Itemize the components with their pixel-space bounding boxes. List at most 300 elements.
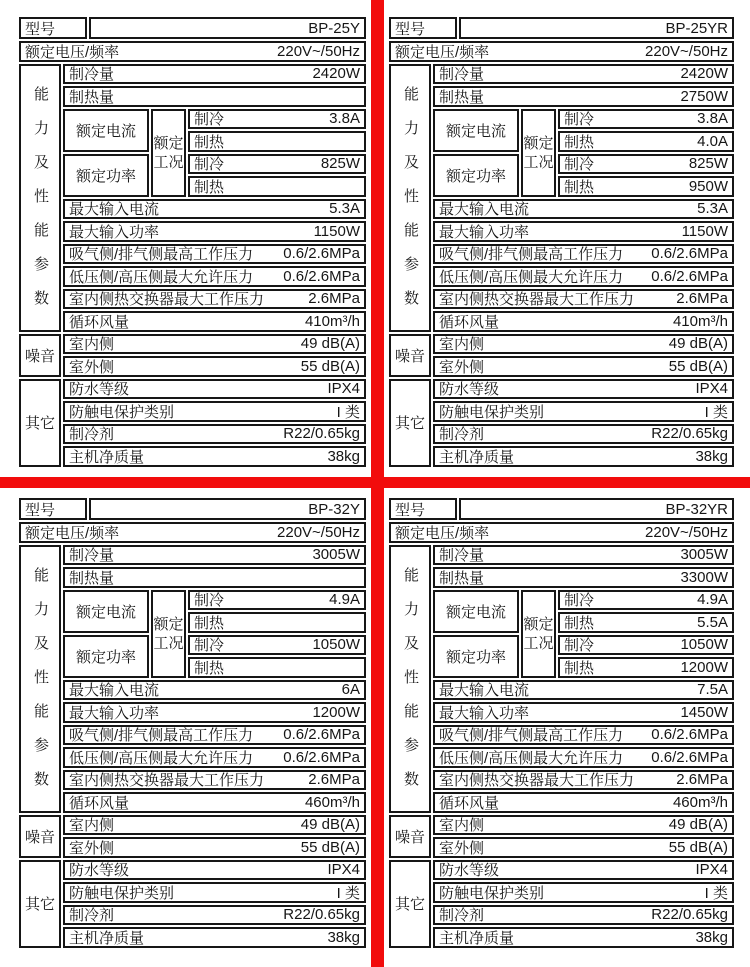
capability-group-label: 能力及性能参数 <box>402 566 419 805</box>
air-volume-label: 循环风量 <box>69 794 130 812</box>
max-input-current-row <box>63 199 366 220</box>
other-group-label: 其它 <box>24 896 55 913</box>
noise-group-label: 噪音 <box>24 347 55 365</box>
voltage-value: 220V~/50Hz <box>645 523 728 541</box>
rated-power-cooling-row <box>558 154 734 175</box>
max-input-power-value: 1150W <box>313 222 360 240</box>
shock-protection-label: 防触电保护类别 <box>439 884 545 902</box>
max-input-current-value: 6A <box>341 681 360 699</box>
max-input-current-row <box>433 199 734 220</box>
refrigerant-label: 制冷剂 <box>439 907 485 925</box>
max-input-power-label: 最大输入功率 <box>69 223 160 241</box>
rated-power-cell <box>433 635 519 678</box>
indoor-noise-row <box>433 334 734 355</box>
rated-current-heating-row <box>188 612 366 633</box>
other-group-cell <box>19 860 61 948</box>
waterproof-value: IPX4 <box>695 380 728 398</box>
rated-power-heating-row <box>558 657 734 678</box>
rated-current-cooling-row <box>558 109 734 130</box>
low-high-pressure-label: 低压侧/高压侧最大允许压力 <box>69 268 254 286</box>
model-label-cell <box>389 17 457 39</box>
refrigerant-value: R22/0.65kg <box>283 425 360 443</box>
rated-power-heating-row <box>188 176 366 197</box>
outdoor-side-label: 室外侧 <box>69 839 115 857</box>
max-input-power-row <box>63 221 366 242</box>
heating-label: 制热 <box>564 178 595 196</box>
rated-power-heating-row <box>558 176 734 197</box>
waterproof-label: 防水等级 <box>69 381 130 399</box>
max-input-current-row <box>433 680 734 701</box>
max-input-power-row <box>433 221 734 242</box>
rated-power-cell <box>433 154 519 197</box>
rated-power-label: 额定功率 <box>445 167 506 185</box>
refrigerant-value: R22/0.65kg <box>651 425 728 443</box>
max-input-current-label: 最大输入电流 <box>439 201 530 219</box>
suction-pressure-row <box>63 244 366 265</box>
heating-capacity-label: 制热量 <box>439 569 485 587</box>
rated-condition-cell <box>521 590 556 678</box>
heating-capacity-label: 制热量 <box>69 569 115 587</box>
noise-rows <box>433 815 734 858</box>
other-section <box>19 860 366 948</box>
voltage-label: 额定电压/频率 <box>25 43 120 61</box>
horizontal-divider <box>0 477 750 488</box>
waterproof-row <box>63 379 366 400</box>
noise-group-cell <box>389 815 431 858</box>
heating-capacity-value: 2750W <box>680 87 728 105</box>
air-volume-label: 循环风量 <box>439 794 500 812</box>
max-input-current-value: 7.5A <box>697 681 728 699</box>
suction-pressure-value: 0.6/2.6MPa <box>651 726 728 744</box>
indoor-noise-row <box>433 815 734 836</box>
outdoor-side-label: 室外侧 <box>439 839 485 857</box>
shock-protection-row <box>63 882 366 903</box>
model-label: 型号 <box>25 501 56 519</box>
max-input-current-label: 最大输入电流 <box>69 201 160 219</box>
waterproof-row <box>63 860 366 881</box>
noise-rows <box>63 334 366 377</box>
model-value-cell <box>89 498 366 520</box>
net-weight-label: 主机净质量 <box>439 448 515 466</box>
waterproof-value: IPX4 <box>695 861 728 879</box>
air-volume-value: 410m³/h <box>672 312 728 330</box>
net-weight-row <box>433 927 734 948</box>
air-volume-value: 460m³/h <box>304 793 360 811</box>
air-volume-row <box>63 792 366 813</box>
max-input-power-row <box>63 702 366 723</box>
noise-group-label: 噪音 <box>394 828 425 846</box>
other-group-label: 其它 <box>394 896 425 913</box>
model-value-cell <box>459 17 734 39</box>
indoor-side-label: 室内侧 <box>439 336 485 354</box>
capability-rows <box>433 545 734 813</box>
model-value: BP-25YR <box>665 19 728 37</box>
outdoor-noise-row <box>433 356 734 377</box>
indoor-exchanger-pressure-value: 2.6MPa <box>308 290 360 308</box>
rated-current-heating-row <box>188 131 366 152</box>
heating-label: 制热 <box>564 659 595 677</box>
net-weight-row <box>63 446 366 467</box>
shock-protection-row <box>63 401 366 422</box>
cooling-label: 制冷 <box>194 637 225 655</box>
voltage-value: 220V~/50Hz <box>277 523 360 541</box>
model-value: BP-32Y <box>308 500 360 518</box>
max-input-power-value: 1150W <box>681 222 728 240</box>
indoor-side-label: 室内侧 <box>69 817 115 835</box>
heating-capacity-row <box>63 86 366 107</box>
net-weight-row <box>433 446 734 467</box>
low-high-pressure-row <box>433 266 734 287</box>
rated-block-left <box>63 109 149 197</box>
waterproof-value: IPX4 <box>327 380 360 398</box>
indoor-exchanger-pressure-row <box>63 770 366 791</box>
capability-section <box>389 64 734 332</box>
outdoor-noise-row <box>63 356 366 377</box>
max-input-current-label: 最大输入电流 <box>439 682 530 700</box>
spec-table-bottom-right <box>389 498 734 948</box>
indoor-exchanger-pressure-label: 室内侧热交换器最大工作压力 <box>69 291 265 309</box>
heating-capacity-label: 制热量 <box>69 88 115 106</box>
max-input-power-value: 1450W <box>680 703 728 721</box>
rated-condition-label-top: 额定 <box>153 615 184 633</box>
heating-label: 制热 <box>564 614 595 632</box>
waterproof-row <box>433 860 734 881</box>
air-volume-label: 循环风量 <box>439 313 500 331</box>
capability-section <box>19 545 366 813</box>
model-value: BP-25Y <box>308 19 360 37</box>
suction-pressure-value: 0.6/2.6MPa <box>283 726 360 744</box>
heating-label: 制热 <box>194 614 225 632</box>
capability-group-label: 能力及性能参数 <box>32 566 49 805</box>
suction-pressure-value: 0.6/2.6MPa <box>651 245 728 263</box>
shock-protection-row <box>433 882 734 903</box>
indoor-noise-value: 49 dB(A) <box>668 335 728 353</box>
indoor-noise-row <box>63 334 366 355</box>
net-weight-value: 38kg <box>695 928 728 946</box>
cooling-label: 制冷 <box>564 111 595 129</box>
rated-block-values <box>188 109 366 197</box>
cooling-capacity-value: 3005W <box>680 546 728 564</box>
heating-capacity-row <box>433 567 734 588</box>
heating-label: 制热 <box>194 178 225 196</box>
net-weight-row <box>63 927 366 948</box>
other-group-cell <box>389 379 431 467</box>
rated-power-cell <box>63 635 149 678</box>
rated-current-heating-value: 5.5A <box>697 613 728 631</box>
cooling-capacity-row <box>433 545 734 566</box>
rated-condition-cell <box>521 109 556 197</box>
cooling-capacity-label: 制冷量 <box>69 66 115 84</box>
rated-current-cell <box>63 590 149 633</box>
cooling-capacity-row <box>63 64 366 85</box>
noise-rows <box>63 815 366 858</box>
heating-capacity-row <box>63 567 366 588</box>
outdoor-noise-row <box>433 837 734 858</box>
low-high-pressure-label: 低压侧/高压侧最大允许压力 <box>439 749 624 767</box>
rated-current-cooling-value: 3.8A <box>697 110 728 128</box>
waterproof-label: 防水等级 <box>439 381 500 399</box>
rated-condition-label-bottom: 工况 <box>153 153 184 171</box>
air-volume-label: 循环风量 <box>69 313 130 331</box>
suction-pressure-label: 吸气侧/排气侧最高工作压力 <box>69 246 254 264</box>
cooling-label: 制冷 <box>564 592 595 610</box>
model-row <box>389 17 734 39</box>
refrigerant-row <box>63 424 366 445</box>
outdoor-noise-value: 55 dB(A) <box>300 357 360 375</box>
heating-capacity-label: 制热量 <box>439 88 485 106</box>
rated-current-cooling-value: 4.9A <box>329 591 360 609</box>
indoor-exchanger-pressure-row <box>63 289 366 310</box>
shock-protection-value: I 类 <box>336 403 360 421</box>
other-rows <box>433 860 734 948</box>
max-input-power-label: 最大输入功率 <box>439 704 530 722</box>
rated-current-cooling-row <box>558 590 734 611</box>
rated-current-cooling-value: 4.9A <box>697 591 728 609</box>
capability-group-cell <box>389 545 431 813</box>
other-rows <box>63 379 366 467</box>
capability-group-cell <box>389 64 431 332</box>
rated-condition-label-top: 额定 <box>523 615 554 633</box>
max-input-power-row <box>433 702 734 723</box>
rated-condition-cell <box>151 590 186 678</box>
cooling-capacity-label: 制冷量 <box>69 547 115 565</box>
voltage-row <box>19 41 366 62</box>
rated-block <box>63 109 366 197</box>
rated-power-cooling-value: 825W <box>688 155 728 173</box>
rated-current-heating-value: 4.0A <box>697 132 728 150</box>
other-group-label: 其它 <box>24 415 55 432</box>
rated-current-cooling-row <box>188 590 366 611</box>
refrigerant-label: 制冷剂 <box>69 907 115 925</box>
capability-group-cell <box>19 545 61 813</box>
capability-rows <box>433 64 734 332</box>
outdoor-noise-value: 55 dB(A) <box>668 357 728 375</box>
indoor-exchanger-pressure-row <box>433 770 734 791</box>
outdoor-noise-row <box>63 837 366 858</box>
max-input-current-label: 最大输入电流 <box>69 682 160 700</box>
capability-section <box>19 64 366 332</box>
refrigerant-label: 制冷剂 <box>69 426 115 444</box>
shock-protection-label: 防触电保护类别 <box>69 884 175 902</box>
noise-section <box>19 815 366 858</box>
refrigerant-row <box>63 905 366 926</box>
voltage-label: 额定电压/频率 <box>395 43 490 61</box>
model-row <box>389 498 734 520</box>
rated-power-cooling-row <box>558 635 734 656</box>
air-volume-row <box>63 311 366 332</box>
model-label: 型号 <box>395 501 426 519</box>
indoor-exchanger-pressure-value: 2.6MPa <box>676 290 728 308</box>
model-label-cell <box>19 498 87 520</box>
low-high-pressure-label: 低压侧/高压侧最大允许压力 <box>69 749 254 767</box>
voltage-row <box>19 522 366 543</box>
low-high-pressure-value: 0.6/2.6MPa <box>283 748 360 766</box>
rated-current-cooling-value: 3.8A <box>329 110 360 128</box>
indoor-exchanger-pressure-label: 室内侧热交换器最大工作压力 <box>439 772 635 790</box>
rated-block-left <box>63 590 149 678</box>
rated-current-heating-row <box>558 131 734 152</box>
indoor-noise-value: 49 dB(A) <box>300 335 360 353</box>
rated-current-cell <box>433 109 519 152</box>
rated-current-cell <box>63 109 149 152</box>
net-weight-value: 38kg <box>695 447 728 465</box>
shock-protection-label: 防触电保护类别 <box>439 403 545 421</box>
cooling-capacity-value: 2420W <box>680 65 728 83</box>
outdoor-side-label: 室外侧 <box>69 358 115 376</box>
rated-block-values <box>558 109 734 197</box>
net-weight-label: 主机净质量 <box>439 929 515 947</box>
max-input-current-value: 5.3A <box>329 200 360 218</box>
cooling-label: 制冷 <box>194 156 225 174</box>
indoor-side-label: 室内侧 <box>439 817 485 835</box>
rated-condition-label-bottom: 工况 <box>523 153 554 171</box>
air-volume-row <box>433 311 734 332</box>
rated-current-label: 额定电流 <box>75 603 136 621</box>
heating-label: 制热 <box>564 133 595 151</box>
refrigerant-row <box>433 424 734 445</box>
model-label-cell <box>389 498 457 520</box>
voltage-row <box>389 41 734 62</box>
model-label: 型号 <box>395 20 426 38</box>
low-high-pressure-row <box>63 747 366 768</box>
low-high-pressure-value: 0.6/2.6MPa <box>651 748 728 766</box>
rated-block <box>433 109 734 197</box>
max-input-current-value: 5.3A <box>697 200 728 218</box>
voltage-value: 220V~/50Hz <box>277 42 360 60</box>
rated-current-label: 额定电流 <box>445 122 506 140</box>
refrigerant-value: R22/0.65kg <box>283 906 360 924</box>
waterproof-row <box>433 379 734 400</box>
rated-power-heating-row <box>188 657 366 678</box>
rated-block-left <box>433 109 519 197</box>
other-group-label: 其它 <box>394 415 425 432</box>
refrigerant-label: 制冷剂 <box>439 426 485 444</box>
rated-block-values <box>188 590 366 678</box>
rated-power-cooling-value: 1050W <box>680 636 728 654</box>
heating-capacity-value: 3300W <box>680 568 728 586</box>
other-rows <box>433 379 734 467</box>
shock-protection-label: 防触电保护类别 <box>69 403 175 421</box>
suction-pressure-row <box>63 725 366 746</box>
indoor-side-label: 室内侧 <box>69 336 115 354</box>
outdoor-side-label: 室外侧 <box>439 358 485 376</box>
max-input-power-value: 1200W <box>312 703 360 721</box>
heating-capacity-row <box>433 86 734 107</box>
low-high-pressure-row <box>433 747 734 768</box>
max-input-power-label: 最大输入功率 <box>69 704 160 722</box>
rated-power-heating-value: 1200W <box>680 658 728 676</box>
cooling-capacity-label: 制冷量 <box>439 66 485 84</box>
capability-group-label: 能力及性能参数 <box>32 85 49 324</box>
cooling-capacity-value: 3005W <box>312 546 360 564</box>
model-value-cell <box>89 17 366 39</box>
noise-section <box>19 334 366 377</box>
rated-block-values <box>558 590 734 678</box>
net-weight-value: 38kg <box>327 928 360 946</box>
heating-label: 制热 <box>194 133 225 151</box>
suction-pressure-row <box>433 244 734 265</box>
indoor-exchanger-pressure-label: 室内侧热交换器最大工作压力 <box>439 291 635 309</box>
noise-group-label: 噪音 <box>24 828 55 846</box>
air-volume-value: 460m³/h <box>672 793 728 811</box>
net-weight-label: 主机净质量 <box>69 448 145 466</box>
spec-table-bottom-left <box>19 498 366 948</box>
indoor-exchanger-pressure-row <box>433 289 734 310</box>
low-high-pressure-value: 0.6/2.6MPa <box>651 267 728 285</box>
rated-block <box>63 590 366 678</box>
noise-section <box>389 815 734 858</box>
noise-group-cell <box>19 815 61 858</box>
voltage-label: 额定电压/频率 <box>395 524 490 542</box>
capability-section <box>389 545 734 813</box>
rated-power-label: 额定功率 <box>75 167 136 185</box>
rated-power-label: 额定功率 <box>445 648 506 666</box>
other-section <box>389 860 734 948</box>
capability-group-cell <box>19 64 61 332</box>
shock-protection-value: I 类 <box>336 884 360 902</box>
indoor-noise-value: 49 dB(A) <box>300 816 360 834</box>
other-group-cell <box>19 379 61 467</box>
other-section <box>19 379 366 467</box>
other-rows <box>63 860 366 948</box>
indoor-exchanger-pressure-value: 2.6MPa <box>308 771 360 789</box>
rated-block-left <box>433 590 519 678</box>
rated-current-label: 额定电流 <box>445 603 506 621</box>
rated-block <box>433 590 734 678</box>
voltage-value: 220V~/50Hz <box>645 42 728 60</box>
waterproof-value: IPX4 <box>327 861 360 879</box>
cooling-label: 制冷 <box>564 637 595 655</box>
other-section <box>389 379 734 467</box>
model-row <box>19 498 366 520</box>
capability-rows <box>63 64 366 332</box>
suction-pressure-label: 吸气侧/排气侧最高工作压力 <box>69 727 254 745</box>
shock-protection-value: I 类 <box>704 884 728 902</box>
cooling-label: 制冷 <box>194 111 225 129</box>
model-value-cell <box>459 498 734 520</box>
net-weight-label: 主机净质量 <box>69 929 145 947</box>
suction-pressure-label: 吸气侧/排气侧最高工作压力 <box>439 246 624 264</box>
suction-pressure-label: 吸气侧/排气侧最高工作压力 <box>439 727 624 745</box>
indoor-exchanger-pressure-value: 2.6MPa <box>676 771 728 789</box>
low-high-pressure-value: 0.6/2.6MPa <box>283 267 360 285</box>
noise-group-label: 噪音 <box>394 347 425 365</box>
noise-rows <box>433 334 734 377</box>
rated-condition-label-top: 额定 <box>153 134 184 152</box>
refrigerant-value: R22/0.65kg <box>651 906 728 924</box>
net-weight-value: 38kg <box>327 447 360 465</box>
voltage-row <box>389 522 734 543</box>
cooling-capacity-row <box>63 545 366 566</box>
rated-power-cell <box>63 154 149 197</box>
cooling-capacity-row <box>433 64 734 85</box>
air-volume-row <box>433 792 734 813</box>
cooling-capacity-label: 制冷量 <box>439 547 485 565</box>
rated-power-label: 额定功率 <box>75 648 136 666</box>
low-high-pressure-row <box>63 266 366 287</box>
rated-current-cell <box>433 590 519 633</box>
indoor-noise-row <box>63 815 366 836</box>
spec-table-top-right <box>389 17 734 467</box>
cooling-label: 制冷 <box>564 156 595 174</box>
voltage-label: 额定电压/频率 <box>25 524 120 542</box>
shock-protection-value: I 类 <box>704 403 728 421</box>
other-group-cell <box>389 860 431 948</box>
indoor-exchanger-pressure-label: 室内侧热交换器最大工作压力 <box>69 772 265 790</box>
noise-group-cell <box>19 334 61 377</box>
max-input-current-row <box>63 680 366 701</box>
air-volume-value: 410m³/h <box>304 312 360 330</box>
